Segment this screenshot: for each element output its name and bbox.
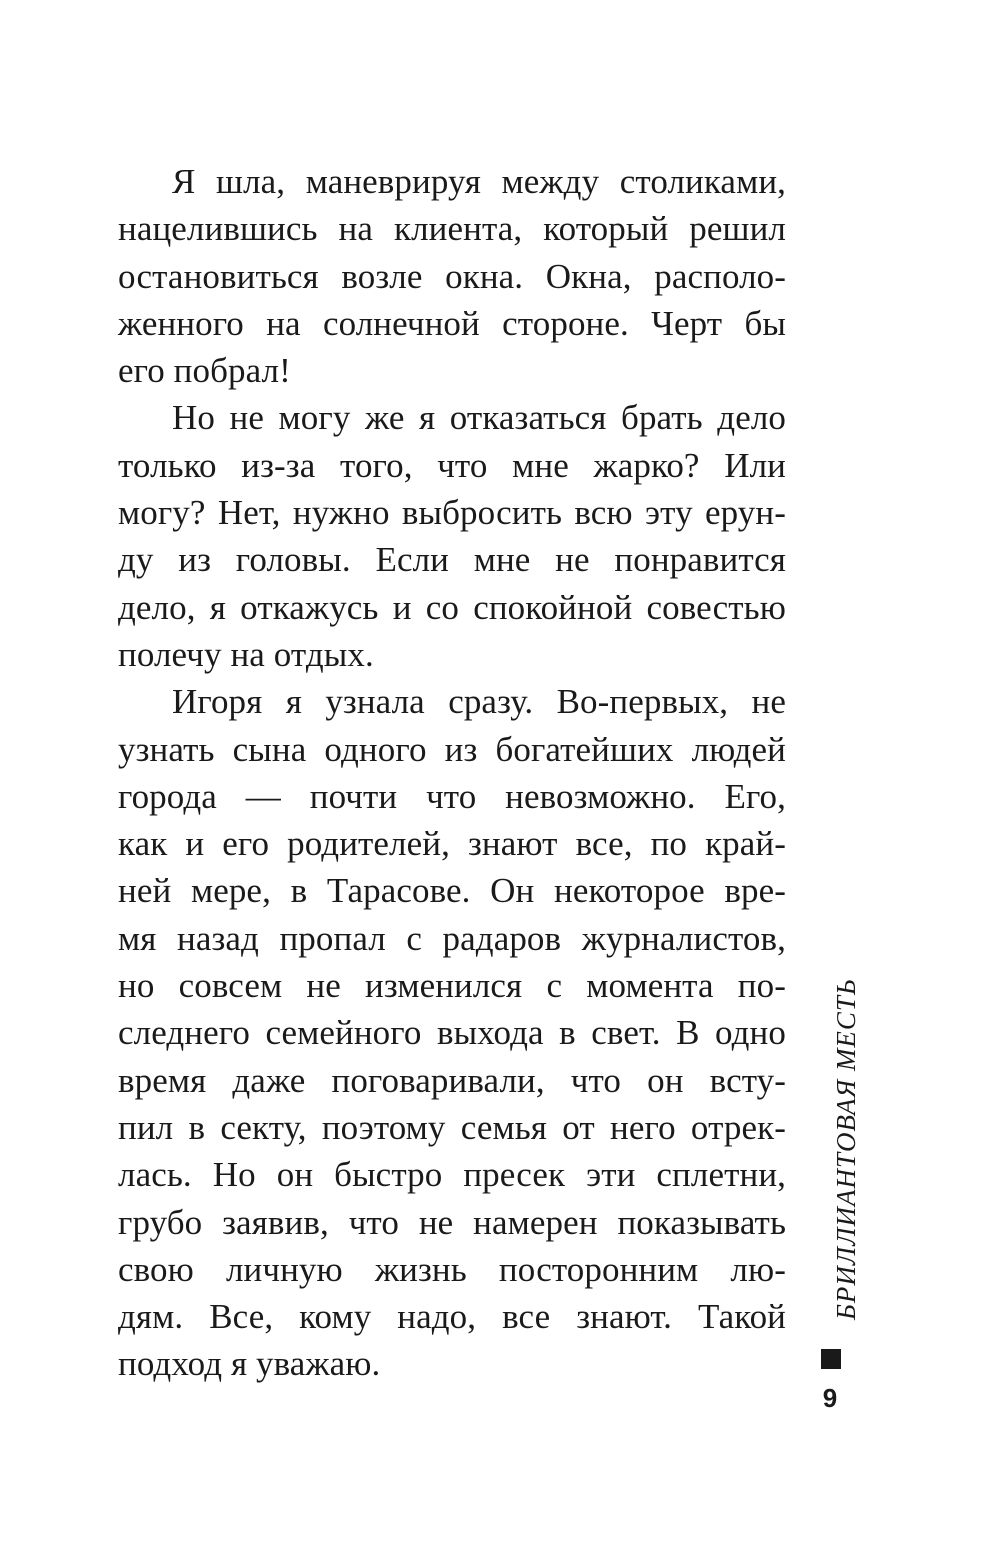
text-line: ней мере, в Тарасове. Он некоторое вре-: [118, 871, 786, 911]
text-line: мя назад пропал с радаров журналистов,: [118, 918, 786, 958]
text-line: узнать сына одного из богатейших людей: [118, 729, 786, 769]
text-line: следнего семейного выхода в свет. В одно: [118, 1013, 786, 1053]
text-line: свою личную жизнь посторонним лю-: [118, 1249, 786, 1289]
text-line: Но не могу же я отказаться брать дело: [172, 398, 786, 438]
text-line: ду из головы. Если мне не понравится: [118, 540, 786, 580]
running-title: БРИЛЛИАНТОВАЯ МЕСТЬ: [831, 978, 861, 1320]
text-line: полечу на отдых.: [118, 634, 374, 674]
text-line: дям. Все, кому надо, все знают. Такой: [118, 1297, 786, 1337]
text-line: как и его родителей, знают все, по край-: [118, 824, 786, 864]
square-marker-icon: [821, 1349, 841, 1369]
text-line: время даже поговаривали, что он всту-: [118, 1060, 786, 1100]
text-line: пил в секту, поэтому семья от него отрек-: [118, 1107, 786, 1147]
text-line: Игоря я узнала сразу. Во-первых, не: [172, 682, 786, 722]
text-line: но совсем не изменился с момента по-: [118, 966, 786, 1006]
text-line: подход я уважаю.: [118, 1344, 381, 1384]
text-line: могу? Нет, нужно выбросить всю эту ерун-: [118, 493, 786, 533]
body-text: [118, 158, 786, 1388]
text-line: Я шла, маневрируя между столиками,: [172, 162, 786, 201]
text-line: только из-за того, что мне жарко? Или: [118, 445, 786, 485]
text-line: лась. Но он быстро пресек эти сплетни,: [118, 1155, 786, 1195]
text-line: нацелившись на клиента, который решил: [118, 209, 786, 249]
text-line: женного на солнечной стороне. Черт бы: [118, 303, 786, 343]
text-line: грубо заявив, что не намерен показывать: [118, 1202, 786, 1242]
page-number: 9: [822, 1383, 838, 1413]
text-line: остановиться возле окна. Окна, располо-: [118, 256, 786, 296]
text-line: его побрал!: [118, 351, 291, 391]
text-line: города — почти что невозможно. Его,: [118, 776, 786, 816]
text-line: дело, я откажусь и со спокойной совестью: [118, 587, 786, 627]
